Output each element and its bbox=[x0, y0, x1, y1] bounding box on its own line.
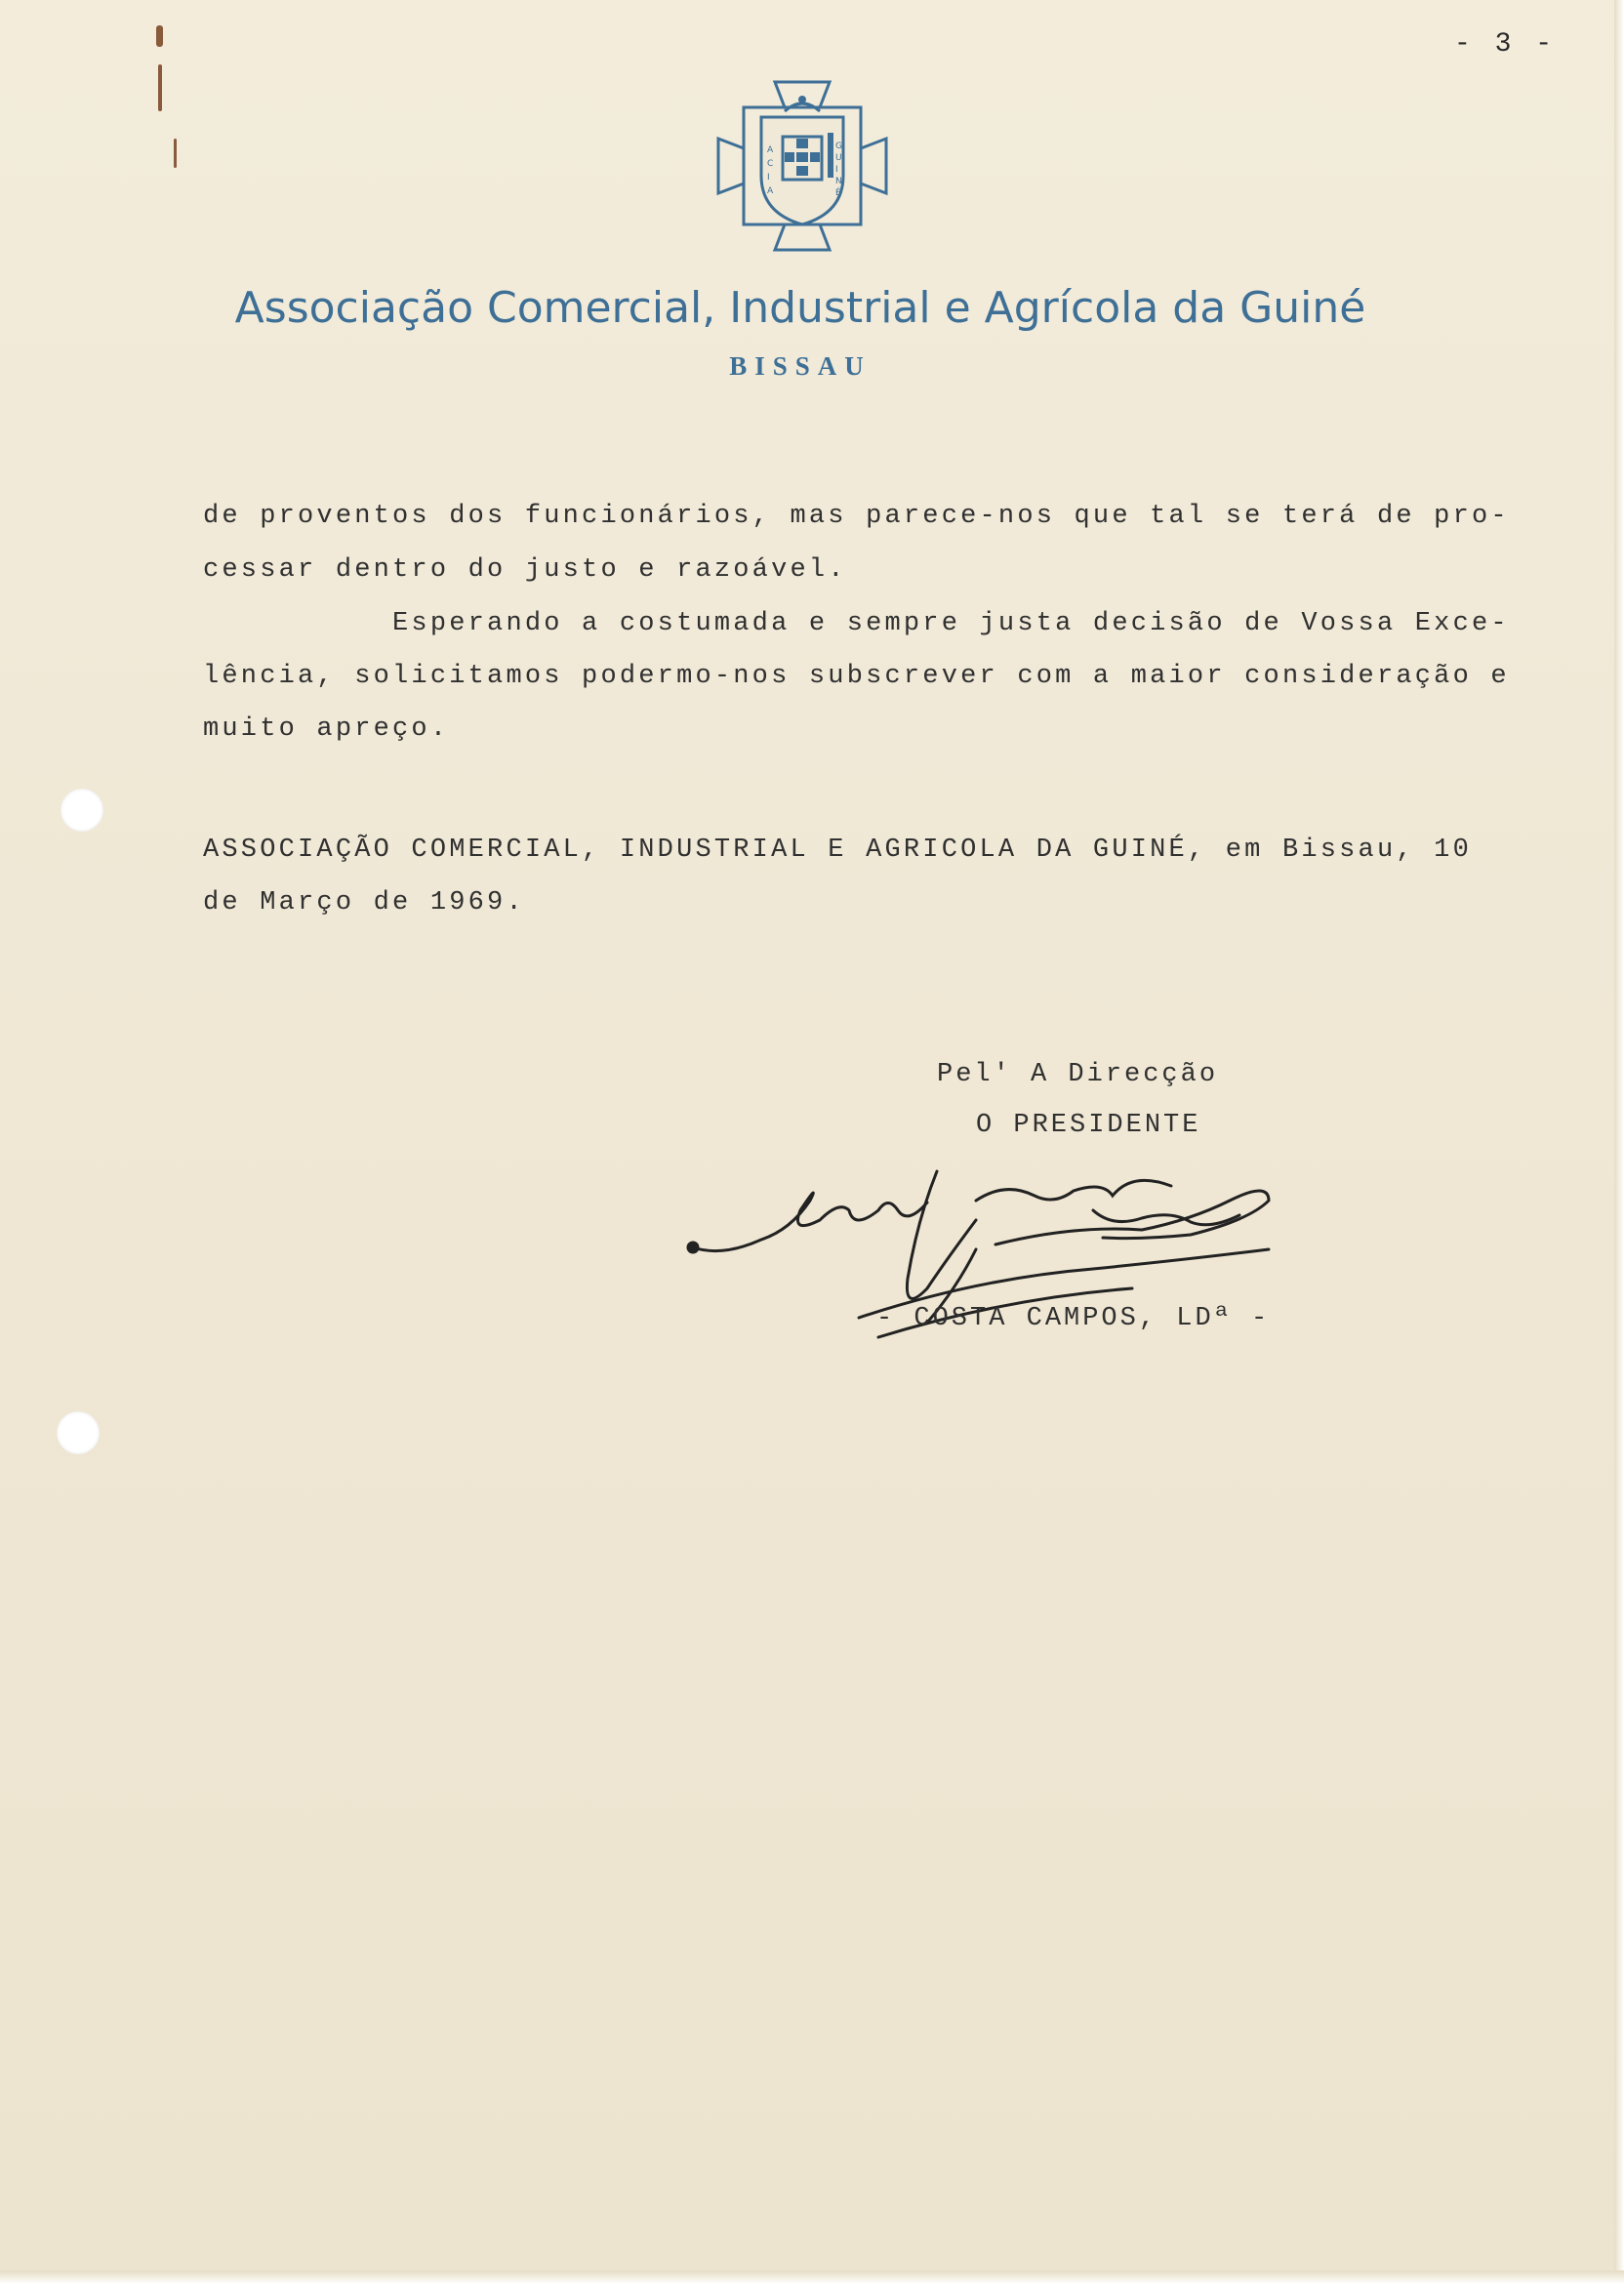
svg-text:A: A bbox=[767, 145, 774, 155]
svg-text:G: G bbox=[835, 142, 842, 151]
punch-hole bbox=[61, 789, 103, 832]
body-line: cessar dentro do justo e razoável. bbox=[203, 555, 847, 585]
coat-of-arms-cross-icon bbox=[714, 78, 890, 254]
svg-text:É: É bbox=[835, 188, 841, 198]
rust-mark bbox=[174, 139, 177, 168]
punch-hole bbox=[57, 1411, 100, 1454]
closing-line: de Março de 1969. bbox=[203, 888, 525, 918]
closing-line: ASSOCIAÇÃO COMERCIAL, INDUSTRIAL E AGRICOLA DA GUINÉ, em Bissau, 10 bbox=[203, 836, 1472, 865]
signature-role: O PRESIDENTE bbox=[976, 1111, 1201, 1140]
paper-edge-right bbox=[1614, 0, 1624, 2284]
svg-text:A: A bbox=[767, 186, 774, 196]
body-line: muito apreço. bbox=[203, 714, 450, 744]
svg-text:N: N bbox=[835, 177, 842, 186]
page-number: - 3 - bbox=[1454, 29, 1557, 60]
svg-text:C: C bbox=[767, 159, 774, 169]
body-line: de proventos dos funcionários, mas parece-nos que tal se terá de pro- bbox=[203, 502, 1510, 531]
svg-text:U: U bbox=[835, 153, 842, 163]
svg-text:I: I bbox=[767, 173, 770, 183]
organization-name: Associação Comercial, Industrial e Agrícola da Guiné bbox=[234, 283, 1366, 333]
paper-edge-bottom bbox=[0, 2270, 1624, 2284]
signature-on-behalf: Pel' A Direcção bbox=[937, 1060, 1219, 1089]
signature-company: - COSTA CAMPOS, LDª - bbox=[876, 1304, 1271, 1333]
body-line: lência, solicitamos podermo-nos subscrever com a maior consideração e bbox=[203, 662, 1510, 691]
rust-mark bbox=[158, 64, 162, 111]
organization-city: BISSAU bbox=[729, 351, 872, 381]
svg-text:I: I bbox=[835, 165, 838, 175]
rust-mark bbox=[156, 25, 163, 47]
body-line: Esperando a costumada e sempre justa decisão de Vossa Exce- bbox=[203, 609, 1510, 638]
